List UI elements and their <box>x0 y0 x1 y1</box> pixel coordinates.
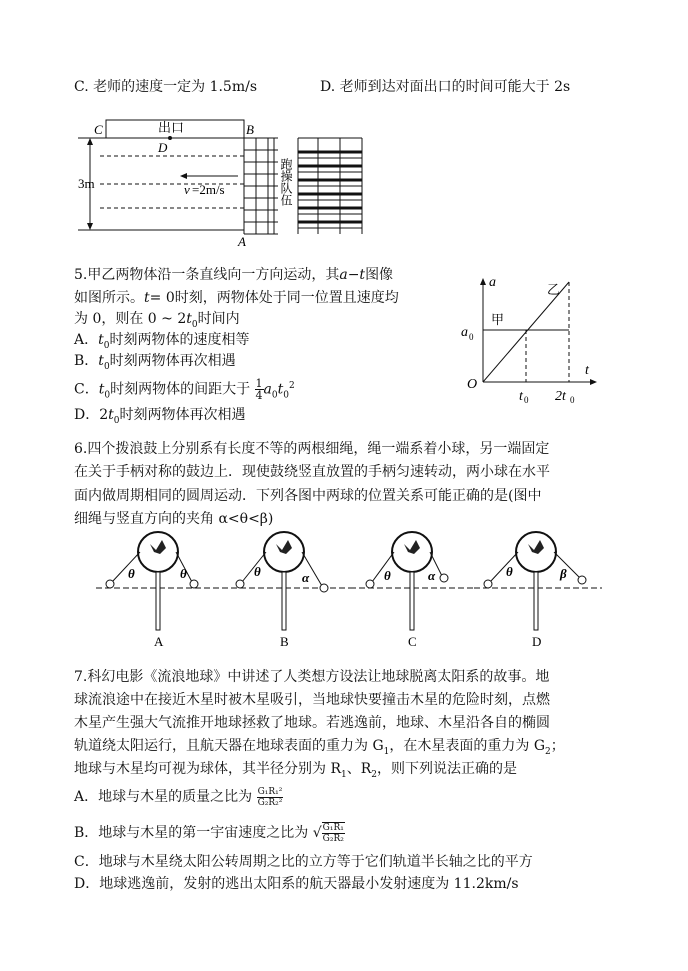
q6-d-left-angle: θ <box>506 564 513 579</box>
label-team: 跑操队伍 <box>279 158 293 206</box>
label-b: B <box>246 122 254 137</box>
q6-c-label: C <box>408 634 417 649</box>
q6-line1: 6.四个拨浪鼓上分别系有长度不等的两根细绳，绳一端系着小球，另一端固定 <box>74 441 550 457</box>
axis-t-label: t <box>585 363 589 378</box>
label-c: C <box>94 122 103 137</box>
q7-option-a: A．地球与木星的质量之比为 $\frac{\text{G₁R₁²}}{\text{G₂R₂²}}$ <box>74 786 283 808</box>
q6-line2: 在关于手柄对称的鼓边上．现使鼓绕竖直放置的手柄匀速转动，两小球在水平 <box>74 464 550 480</box>
q6-d-right-angle: β <box>560 566 567 581</box>
label-2t0-sub: 0 <box>570 395 575 405</box>
label-a: A <box>238 234 246 248</box>
q7-line1: 7.科幻电影《流浪地球》中讲述了人类想方设法让地球脱离太阳系的故事。地 <box>74 669 550 685</box>
q6-c-left-angle: θ <box>384 568 391 583</box>
label-jia: 甲 <box>491 312 505 327</box>
q7-line5: 地球与木星均可视为球体，其半径分别为 $R_1$、$R_2$，则下列说法正确的是 <box>74 761 518 780</box>
label-a0: a <box>461 325 468 340</box>
label-2t0: 2t <box>555 389 566 404</box>
q6-b-right-angle: α <box>302 570 310 585</box>
q5-line3: 为 0，则在 0 ~ $2t_0$时间内 <box>74 311 240 330</box>
q6-b-label: B <box>280 634 289 649</box>
label-3m: 3m <box>78 176 95 191</box>
q6-line3: 面内做周期相同的圆周运动．下列各图中两球的位置关系可能正确的是(图中 <box>74 488 542 504</box>
q4-option-d: D. 老师到达对面出口的时间可能大于 2s <box>320 79 571 95</box>
axis-a-label: a <box>489 275 496 290</box>
q5-line2: 如图所示。t= 0时刻，两物体处于同一位置且速度均 <box>74 290 399 306</box>
q6-d-label: D <box>532 634 542 649</box>
q6-figure-d <box>474 530 604 650</box>
q6-figure-a <box>96 530 226 650</box>
q6-a-left-angle: θ <box>128 566 135 581</box>
origin-label: O <box>467 377 478 392</box>
q6-figure-b <box>222 530 352 650</box>
q5-option-a: A．$t_0$时刻两物体的速度相等 <box>74 332 250 351</box>
q6-a-label: A <box>154 634 164 649</box>
q7-line3: 木星产生强大气流推开地球拯救了地球。若逃逸前，地球、木星沿各自的椭圆 <box>74 715 550 731</box>
label-v-val: =2m/s <box>192 182 225 197</box>
q6-figure-c <box>350 530 480 650</box>
label-d: D <box>158 140 168 155</box>
label-v: v <box>184 182 190 197</box>
label-a0-sub: 0 <box>469 332 474 342</box>
q7-line2: 球流浪途中在接近木星时被木星吸引，当地球快要撞击木星的危险时刻，点燃 <box>74 692 550 708</box>
q6-c-right-angle: α <box>428 568 436 583</box>
q6-a-right-angle: θ <box>180 566 187 581</box>
q6-line4: 细绳与竖直方向的夹角 α<θ<β) <box>74 511 274 527</box>
q4-figure <box>78 118 378 248</box>
q5-line1: 5.甲乙两物体沿一条直线向一方向运动，其a−t图像 <box>74 267 394 283</box>
q7-line4: 轨道绕太阳运行，且航天器在地球表面的重力为 $G_1$，在木星表面的重力为 $G_2$； <box>74 738 565 757</box>
q5-option-d: D．$2t_0$时刻两物体再次相遇 <box>74 407 246 426</box>
q7-option-c: C．地球与木星绕太阳公转周期之比的立方等于它们轨道半长轴之比的平方 <box>74 854 533 870</box>
q5-option-c: C．$t_0$时刻两物体的间距大于 $\frac{1}{4}$ $a_0t_0^2$ <box>74 377 295 403</box>
q5-graph <box>455 272 605 407</box>
q5-option-b: B．$t_0$时刻两物体再次相遇 <box>74 353 236 372</box>
q7-option-b: B．地球与木星的第一宇宙速度之比为 √ $\frac{\text{G₁R₁}}{\text{G₂R₂}}$ <box>74 823 344 844</box>
q4-option-c: C. 老师的速度一定为 1.5m/s <box>74 79 258 95</box>
label-exit: 出口 <box>158 120 185 135</box>
label-t0-sub: 0 <box>524 395 529 405</box>
label-yi: 乙 <box>547 282 561 297</box>
q7-option-d: D．地球逃逸前，发射的逃出太阳系的航天器最小发射速度为 11.2km/s <box>74 876 519 892</box>
q6-b-left-angle: θ <box>254 564 261 579</box>
label-t0: t <box>519 389 523 404</box>
